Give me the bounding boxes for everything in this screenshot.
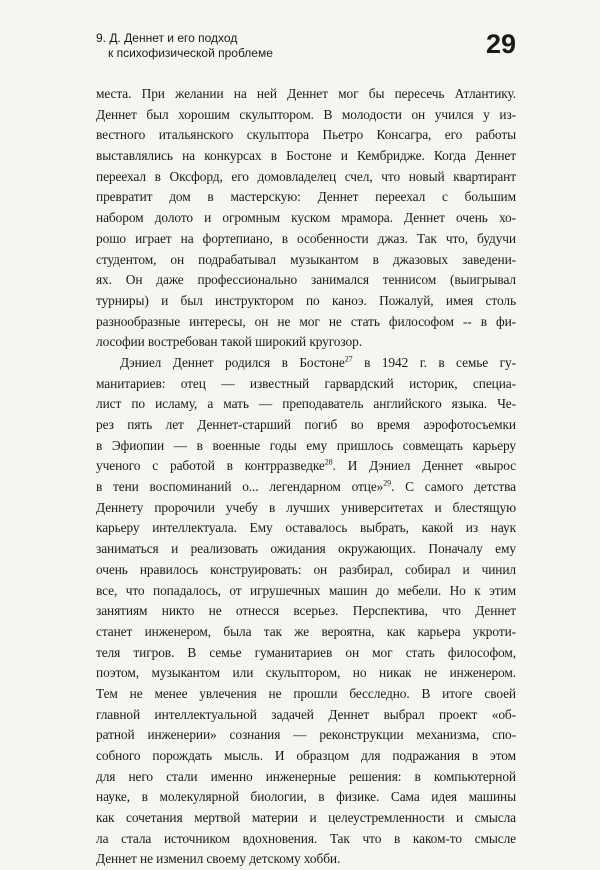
text-line: теля тигров. В семье гуманитариев он мог стать философом, [96,644,516,660]
text-line: манитариев: отец — известный гарвардский историк, специа- [96,375,516,391]
footnote-ref: 27 [344,354,353,364]
text-line: набором долото и огромным куском мрамора. Деннет очень хо- [96,210,516,226]
text-line: поэтом, музыкантом или скульптором, но никак не инженером. [96,665,516,681]
text-line: станет инженером, была так же вероятна, как карьера укроти- [96,623,516,639]
text-line: главной интеллектуальной задачей Деннет выбрал проект «об- [96,706,516,722]
running-head-line-2: к психофизической проблеме [108,46,273,60]
text-line: ратной инженерии» сознания — реконструкции механизма, спо- [96,727,516,743]
footnote-ref: 28 [324,457,333,467]
text-line: в тени воспоминаний о... легендарном отце»$^{29}$. С самого детства [96,478,516,495]
text-line: как сочетания мертвой материи и целеустремленности и смысла [96,810,516,826]
text-line: Деннет не изменил своему детскому хобби. [96,851,341,867]
page-number: 29 [485,29,516,59]
text-line: лист по исламу, а мать — преподаватель английского языка. Че- [96,396,516,412]
text-line: ла стала источником вдохновения. Так что в каком-то смысле [96,830,516,846]
text-line: науке, в молекулярной биологии, в физике. Сама идея машины [96,789,516,805]
text-line: очень нравилось конструировать: он разбирал, собирал и чинил [96,561,516,577]
text-line: вестного итальянского скульптора Пьетро Консагра, его работы [96,127,516,143]
body-text [96,84,516,870]
text-line: Деннету пророчили учебу в лучших университетах и блестящую [96,499,516,515]
text-line: Деннет был хорошим скульптором. В молодости он учился у из- [96,106,516,122]
text-line: переехал в Оксфорд, его домовладелец счел, что новый квартирант [96,168,516,184]
text-line: для него стали именно инженерные решения: в компьютерной [96,768,516,784]
text-line: ях. Он даже профессионально занимался теннисом (выигрывал [96,272,516,288]
text-line: в Эфиопии — в военные годы ему пришлось совмещать карьеру [96,437,516,453]
text-line: ученого с работой в контрразведке$^{28}$. И Дэниел Деннет «вырос [96,457,516,474]
text-line: Тем не менее увлечения не прошли бесследно. В итоге своей [96,685,516,701]
text-line: лософии востребован такой широкий кругозор. [96,334,362,350]
text-line: карьеру интеллектуала. Ему оставалось выбрать, какой из наук [96,520,516,536]
text-line: все, что попадалось, от игрушечных машин до мебели. Но к этим [96,582,516,598]
text-line: выставлялись на конкурсах в Бостоне и Кембридже. Когда Деннет [96,148,516,164]
text-line: разнообразные интересы, он не мог не стать философом -- в фи- [96,313,516,329]
text-line: рошо играет на фортепиано, в особенности джаз. Так что, будучи [96,230,516,246]
text-line: места. При желании на ней Деннет мог бы пересечь Атлантику. [96,86,516,101]
text-line: заниматься и реализовать ожидания окружающих. Поначалу ему [96,541,516,557]
text-line: студентом, он подрабатывал музыкантом в джазовых заведени- [96,251,516,267]
text-line: превратит дом в мастерскую: Деннет переехал с большим [96,189,516,205]
text-line: турниры) и был инструктором по каноэ. Пожалуй, имея столь [96,292,516,308]
footnote-ref: 29 [383,478,392,488]
text-line: рез пять лет Деннет-старший погиб во время аэрофотосъемки [96,417,516,432]
page-header [96,31,516,71]
text-line: собного порождать мысль. И образцом для подражания в этом [96,748,516,763]
running-head [96,31,516,61]
running-head-line-1: 9. Д. Деннет и его подход [96,31,238,45]
text-line: занятиям никто не отнесся всерьез. Перспектива, что Деннет [96,603,516,619]
text-line: Дэниел Деннет родился в Бостоне$^{27}$ в 1942 г. в семье гу- [120,354,516,370]
